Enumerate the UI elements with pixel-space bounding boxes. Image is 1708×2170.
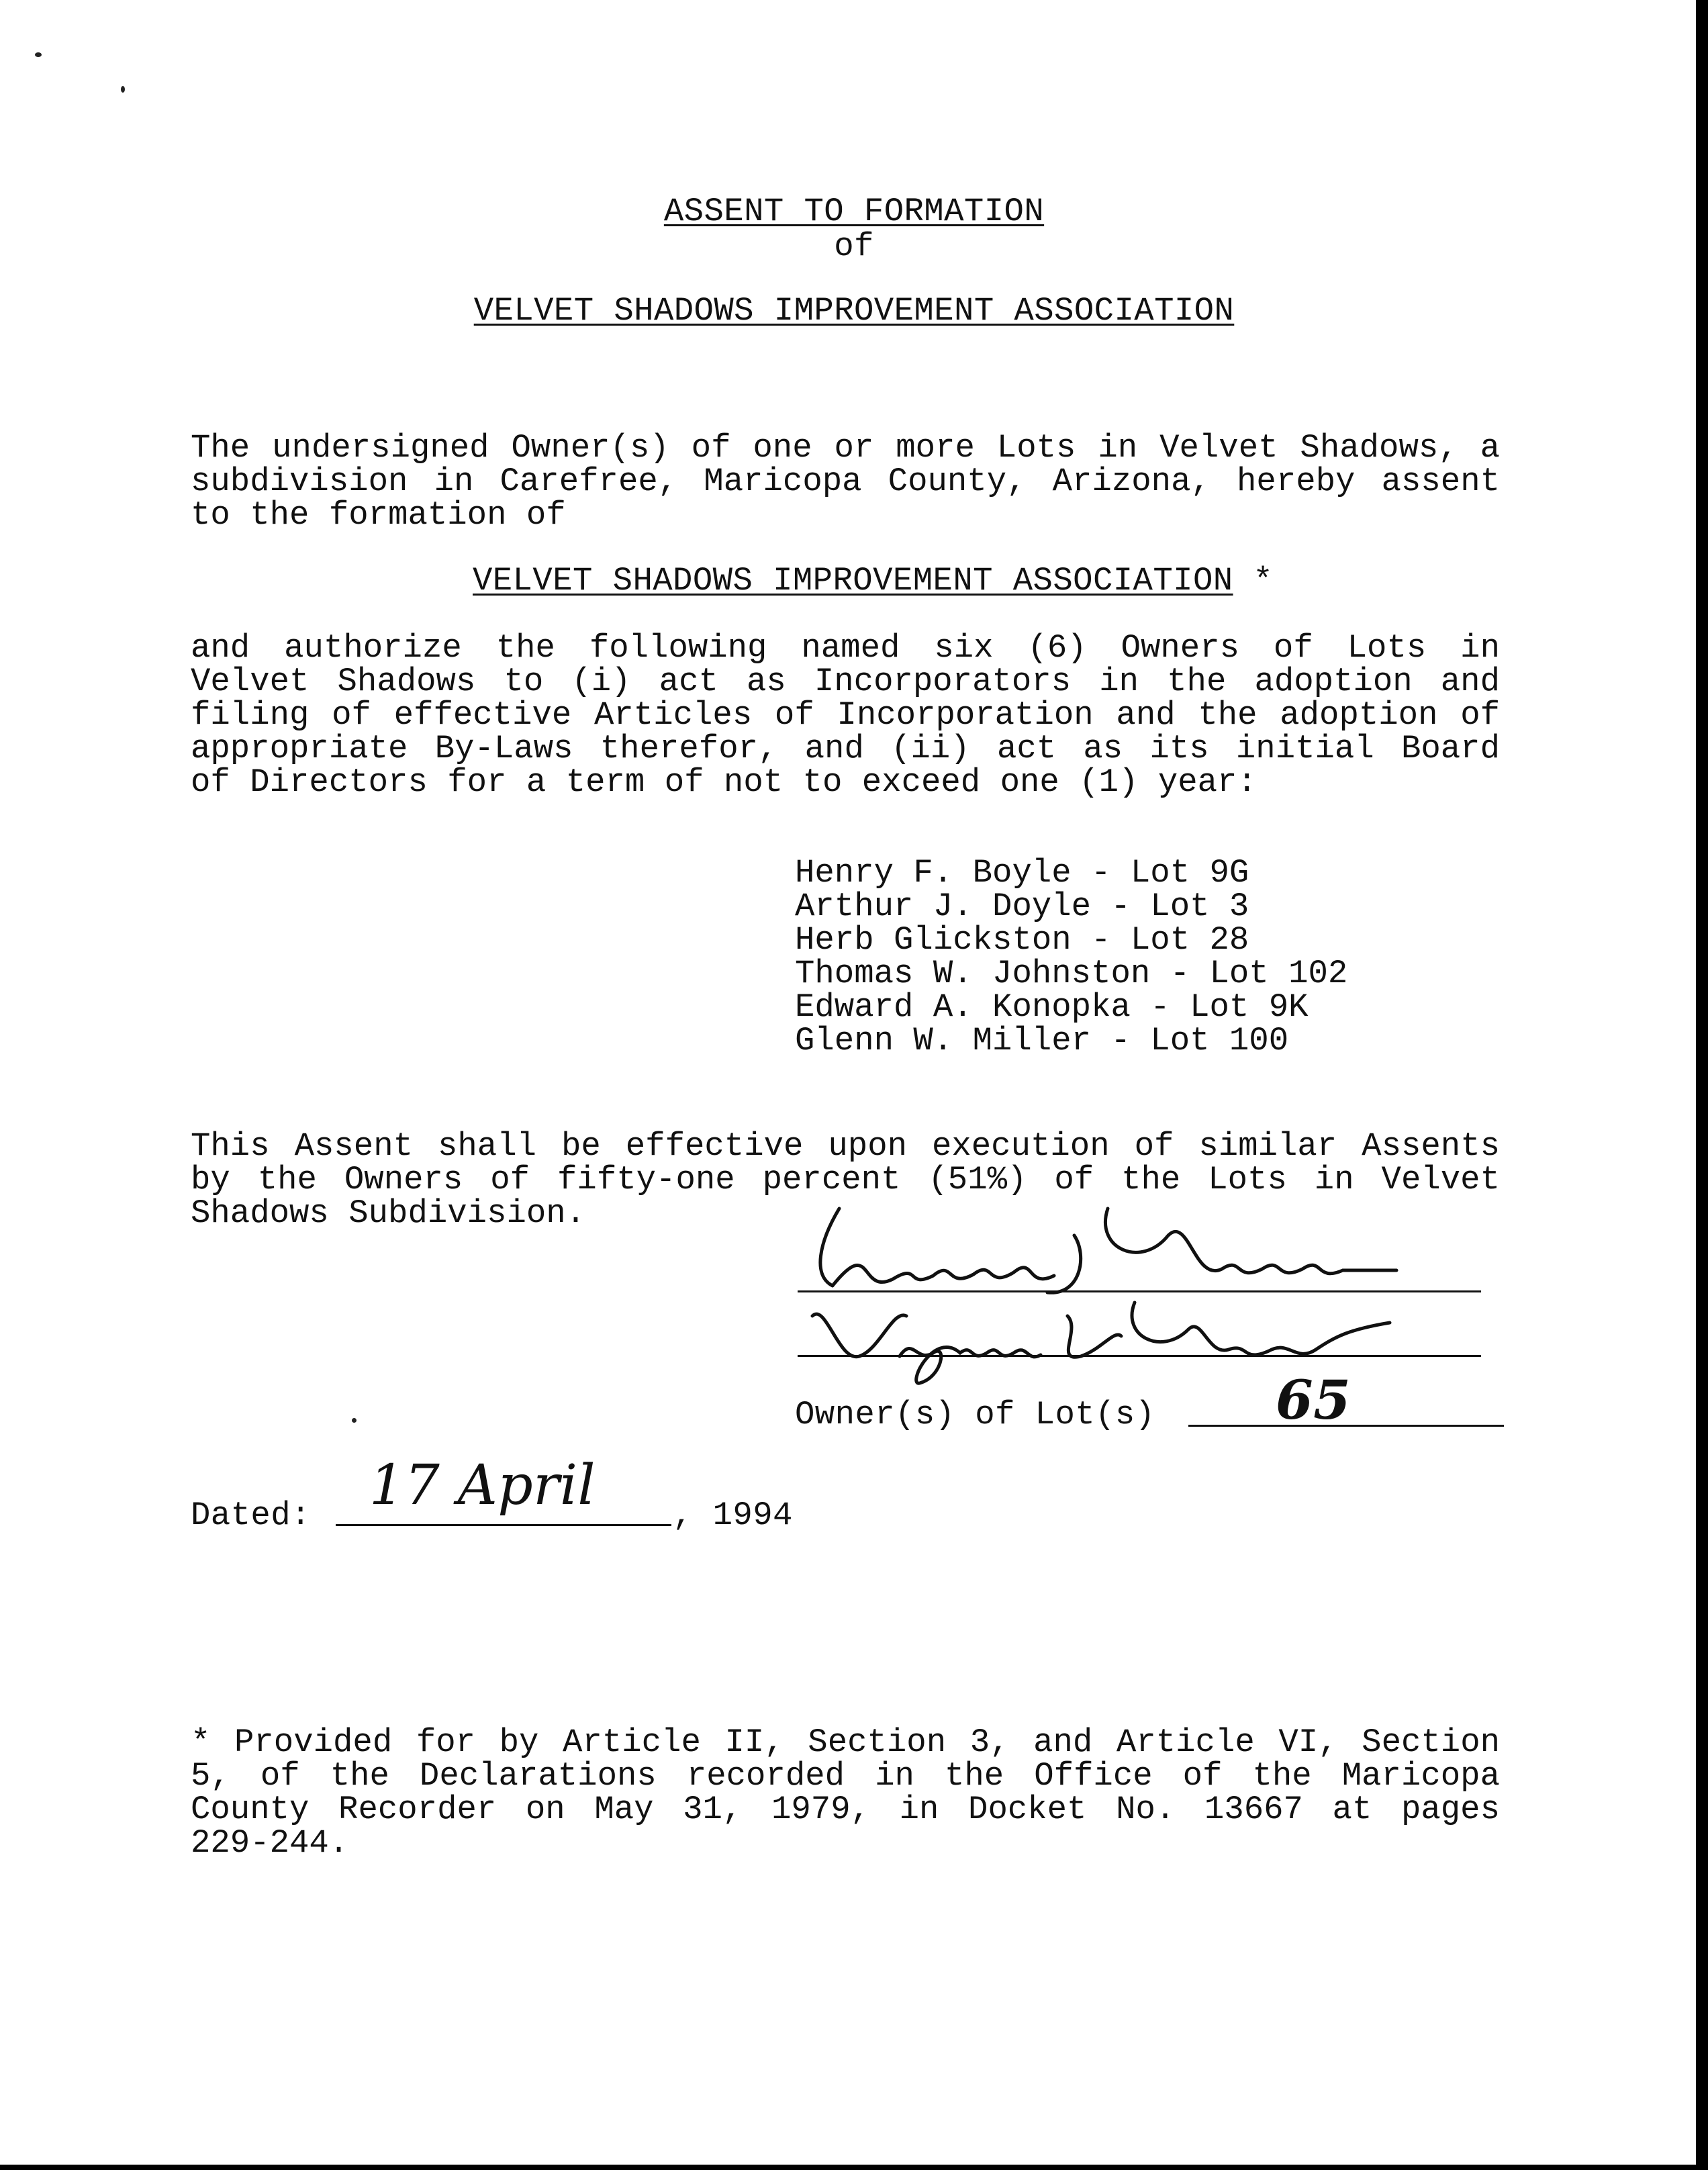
- association-heading-starred: [473, 564, 1273, 598]
- incorporator-list: [795, 856, 1347, 1057]
- scan-speck: [121, 86, 125, 93]
- document-title: ASSENT TO FORMATION: [663, 193, 1045, 230]
- authorize-line: filing of effective Articles of Incorporation and the adoption of: [191, 696, 1500, 734]
- footnote-line: 229-244.: [191, 1824, 349, 1862]
- footnote-line: County Recorder on May 31, 1979, in Docket No. 13667 at pages: [191, 1791, 1500, 1828]
- footnote-paragraph: [191, 1726, 1500, 1860]
- footnote-line: * Provided for by Article II, Section 3, and Article VI, Section: [191, 1724, 1500, 1761]
- dated-handwritten-date: 17 April: [369, 1454, 596, 1517]
- owner-signature-1: [792, 1195, 1464, 1296]
- footnote-marker: *: [1253, 562, 1274, 600]
- owner-lots-label: Owner(s) of Lot(s): [795, 1396, 1155, 1433]
- dated-label: Dated:: [191, 1497, 311, 1534]
- incorporator-item: Edward A. Konopka - Lot 9K: [795, 988, 1309, 1026]
- scan-speck: [35, 52, 42, 57]
- incorporator-item: Arthur J. Doyle - Lot 3: [795, 888, 1249, 925]
- association-heading-text: VELVET SHADOWS IMPROVEMENT ASSOCIATION: [473, 562, 1233, 600]
- owner-signature-2: [799, 1289, 1470, 1390]
- incorporator-item: Thomas W. Johnston - Lot 102: [795, 955, 1348, 992]
- title-of: of: [834, 228, 874, 265]
- effective-line: by the Owners of fifty-one percent (51%) of the Lots in Velvet: [191, 1161, 1500, 1198]
- intro-line: The undersigned Owner(s) of one or more Lots in Velvet Shadows, a: [191, 429, 1500, 467]
- authorize-line: appropriate By-Laws therefor, and (ii) act as its initial Board: [191, 730, 1500, 767]
- incorporator-item: Henry F. Boyle - Lot 9G: [795, 854, 1249, 892]
- footnote-line: 5, of the Declarations recorded in the Office of the Maricopa: [191, 1757, 1500, 1795]
- intro-paragraph: [191, 431, 1500, 532]
- incorporator-item: Herb Glickston - Lot 28: [795, 921, 1249, 959]
- scan-speck: [352, 1418, 357, 1423]
- effective-line: Shadows Subdivision.: [191, 1194, 586, 1232]
- dated-year: , 1994: [673, 1497, 793, 1534]
- intro-line: subdivision in Carefree, Maricopa County, Arizona, hereby assent: [191, 463, 1500, 500]
- authorize-line: of Directors for a term of not to exceed one (1) year:: [191, 763, 1257, 801]
- incorporator-item: Glenn W. Miller - Lot 100: [795, 1022, 1289, 1059]
- intro-line: to the formation of: [191, 496, 566, 534]
- authorize-line: Velvet Shadows to (i) act as Incorporators in the adoption and: [191, 663, 1500, 700]
- dated-line: [336, 1524, 671, 1526]
- authorize-paragraph: [191, 631, 1500, 799]
- association-heading: VELVET SHADOWS IMPROVEMENT ASSOCIATION: [473, 292, 1235, 330]
- scan-edge-bottom: [0, 2165, 1708, 2170]
- authorize-line: and authorize the following named six (6) Owners of Lots in: [191, 629, 1500, 667]
- owner-lot-number: 65: [1276, 1368, 1351, 1431]
- effective-line: This Assent shall be effective upon execution of similar Assents: [191, 1127, 1500, 1165]
